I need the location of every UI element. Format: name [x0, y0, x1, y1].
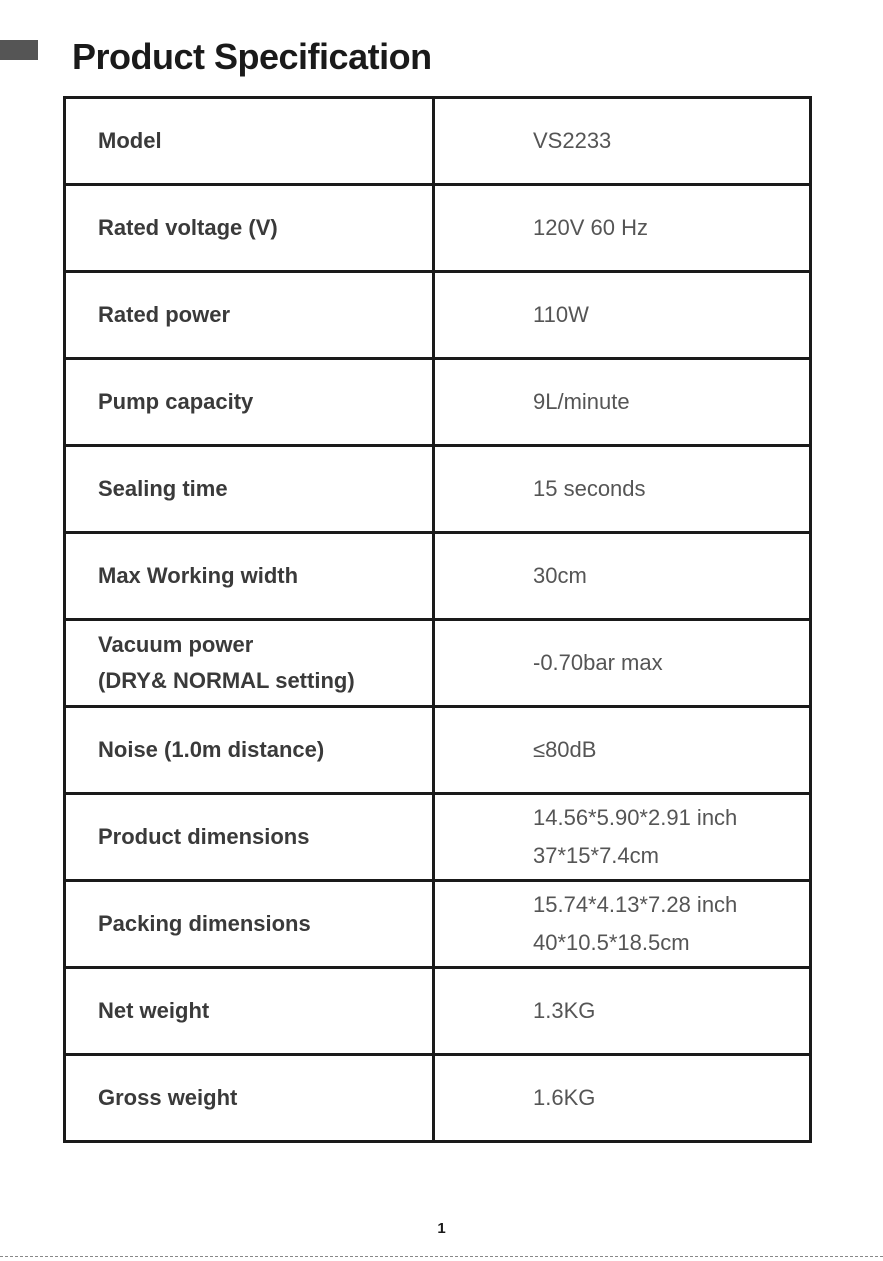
spec-label-cell	[65, 794, 434, 881]
spec-label-cell	[65, 881, 434, 968]
spec-label: Gross weight	[98, 1085, 238, 1110]
spec-value-cell	[434, 707, 811, 794]
spec-label-cell	[65, 185, 434, 272]
spec-label: (DRY& NORMAL setting)	[98, 668, 355, 693]
section-marker	[0, 40, 38, 60]
spec-value: 9L/minute	[533, 389, 630, 414]
spec-value: 37*15*7.4cm	[533, 843, 659, 868]
spec-label: Vacuum power	[98, 632, 254, 657]
spec-value: VS2233	[533, 128, 612, 153]
spec-row	[65, 185, 811, 272]
spec-label-cell	[65, 968, 434, 1055]
spec-label-cell	[65, 359, 434, 446]
spec-row	[65, 1055, 811, 1142]
spec-label: Rated power	[98, 302, 231, 327]
spec-value-cell	[434, 98, 811, 185]
spec-value: 40*10.5*18.5cm	[533, 930, 690, 955]
spec-label: Product dimensions	[98, 824, 310, 849]
spec-row	[65, 881, 811, 968]
spec-value: 30cm	[533, 563, 587, 588]
spec-value: 15.74*4.13*7.28 inch	[533, 892, 738, 917]
spec-label: Noise (1.0m distance)	[98, 737, 325, 762]
spec-value-cell	[434, 185, 811, 272]
spec-label-cell	[65, 1055, 434, 1142]
spec-value: ≤80dB	[533, 737, 597, 762]
spec-label: Rated voltage (V)	[98, 215, 278, 240]
spec-value: 1.6KG	[533, 1085, 596, 1110]
page-title: Product Specification	[72, 36, 432, 77]
spec-value-cell	[434, 1055, 811, 1142]
spec-label: Model	[98, 128, 162, 153]
spec-value: 15 seconds	[533, 476, 646, 501]
spec-value-cell	[434, 272, 811, 359]
spec-label: Net weight	[98, 998, 210, 1023]
page-number: 1	[437, 1220, 446, 1237]
spec-row	[65, 707, 811, 794]
spec-value: 1.3KG	[533, 998, 596, 1023]
spec-label: Pump capacity	[98, 389, 254, 414]
spec-label: Packing dimensions	[98, 911, 311, 936]
spec-value: 110W	[533, 302, 589, 327]
spec-value-cell	[434, 533, 811, 620]
spec-row	[65, 533, 811, 620]
spec-label-cell	[65, 620, 434, 707]
spec-value-cell	[434, 968, 811, 1055]
spec-row	[65, 98, 811, 185]
spec-table	[63, 96, 812, 1143]
spec-value-cell	[434, 794, 811, 881]
spec-value-cell	[434, 881, 811, 968]
spec-value-cell	[434, 446, 811, 533]
spec-label-cell	[65, 533, 434, 620]
spec-row	[65, 620, 811, 707]
spec-value: 14.56*5.90*2.91 inch	[533, 805, 738, 830]
spec-label-cell	[65, 446, 434, 533]
spec-value: -0.70bar max	[533, 650, 663, 675]
spec-label-cell	[65, 98, 434, 185]
spec-row	[65, 446, 811, 533]
spec-label: Max Working width	[98, 563, 299, 588]
spec-row	[65, 794, 811, 881]
spec-value-cell	[434, 620, 811, 707]
spec-label: Sealing time	[98, 476, 228, 501]
spec-value-cell	[434, 359, 811, 446]
spec-value: 120V 60 Hz	[533, 215, 648, 240]
bottom-rule	[0, 1256, 883, 1257]
spec-row	[65, 359, 811, 446]
spec-row	[65, 272, 811, 359]
spec-label-cell	[65, 707, 434, 794]
spec-label-cell	[65, 272, 434, 359]
spec-row	[65, 968, 811, 1055]
